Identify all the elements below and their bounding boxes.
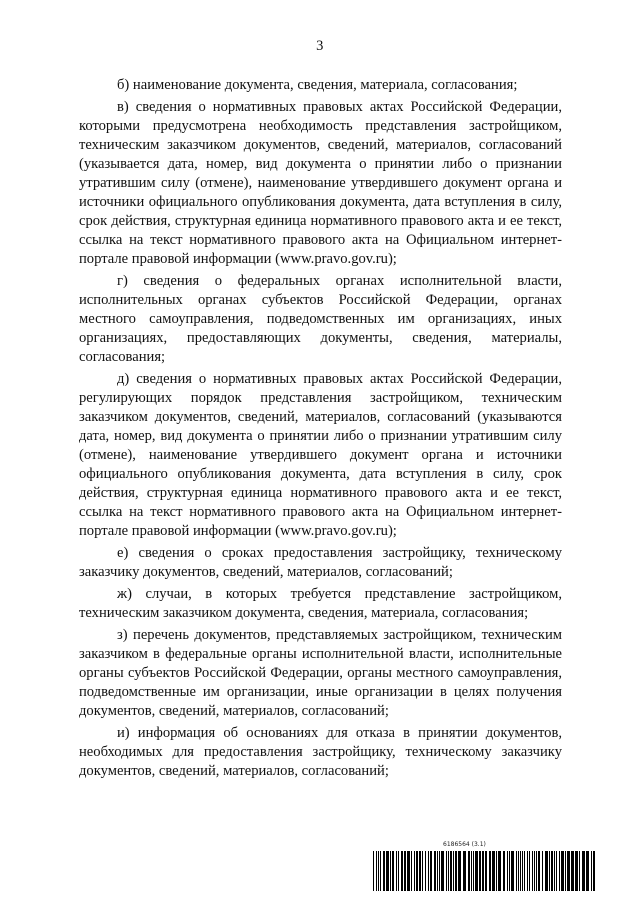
document-body xyxy=(79,76,562,784)
paragraph-d: д) сведения о нормативных правовых актах Российской Федерации, регулирующих порядок представления застройщиком, техническим заказчиком документов, сведений, материалов, согласований (указываются дата, номер, вид документа о принятии либо о признании утратившим силу (отмене), наименование утвердившего документ органа и источники официального опубликования документа, дата вступления в силу, срок действия, структурная единица нормативного правового акта и ее текст, ссылка на текст нормативного правового акта на Официальном интернет-портале правовой информации (www.pravo.gov.ru); xyxy=(79,371,562,539)
paragraph-zh: ж) случаи, в которых требуется представление застройщиком, техническим заказчиком документа, сведения, материала, согласования; xyxy=(79,586,562,621)
barcode-block xyxy=(373,841,597,893)
paragraph-g: г) сведения о федеральных органах исполнительной власти, исполнительных органах субъектов Российской Федерации, органах местного самоуправления, подведомственных им организациях, иных организациях, предоставляющих документы, сведения, материалы, согласования; xyxy=(79,273,562,365)
paragraph-v: в) сведения о нормативных правовых актах Российской Федерации, которыми предусмотрена необходимость представления застройщиком, техническим заказчиком документов, сведений, материалов, согласований (указывается дата, номер, вид документа о принятии либо о признании утратившим силу (отмене), наименование утвердившего документ органа и источники официального опубликования документа, дата вступления в силу, срок действия, структурная единица нормативного правового акта и ее текст, ссылка на текст нормативного правового акта на Официальном интернет-портале правовой информации (www.pravo.gov.ru); xyxy=(79,99,562,267)
page-number: 3 xyxy=(316,38,324,54)
barcode-icon xyxy=(373,851,597,891)
paragraph-i: и) информация об основаниях для отказа в принятии документов, необходимых для предоставления застройщику, техническому заказчику документов, сведений, материалов, согласований; xyxy=(79,725,562,779)
paragraph-b: б) наименование документа, сведения, материала, согласования; xyxy=(117,77,518,93)
paragraph-z: з) перечень документов, представляемых застройщиком, техническим заказчиком в федеральные органы исполнительной власти, исполнительные органы субъектов Российской Федерации, органы местного самоуправления, подведомственные им организации, иные организации в целях получения документов, сведений, материалов, согласований; xyxy=(79,627,562,719)
barcode-caption: 6186564 (3.1) xyxy=(443,841,486,848)
paragraph-e: е) сведения о сроках предоставления застройщику, техническому заказчику документов, сведений, материалов, согласований; xyxy=(79,545,562,580)
